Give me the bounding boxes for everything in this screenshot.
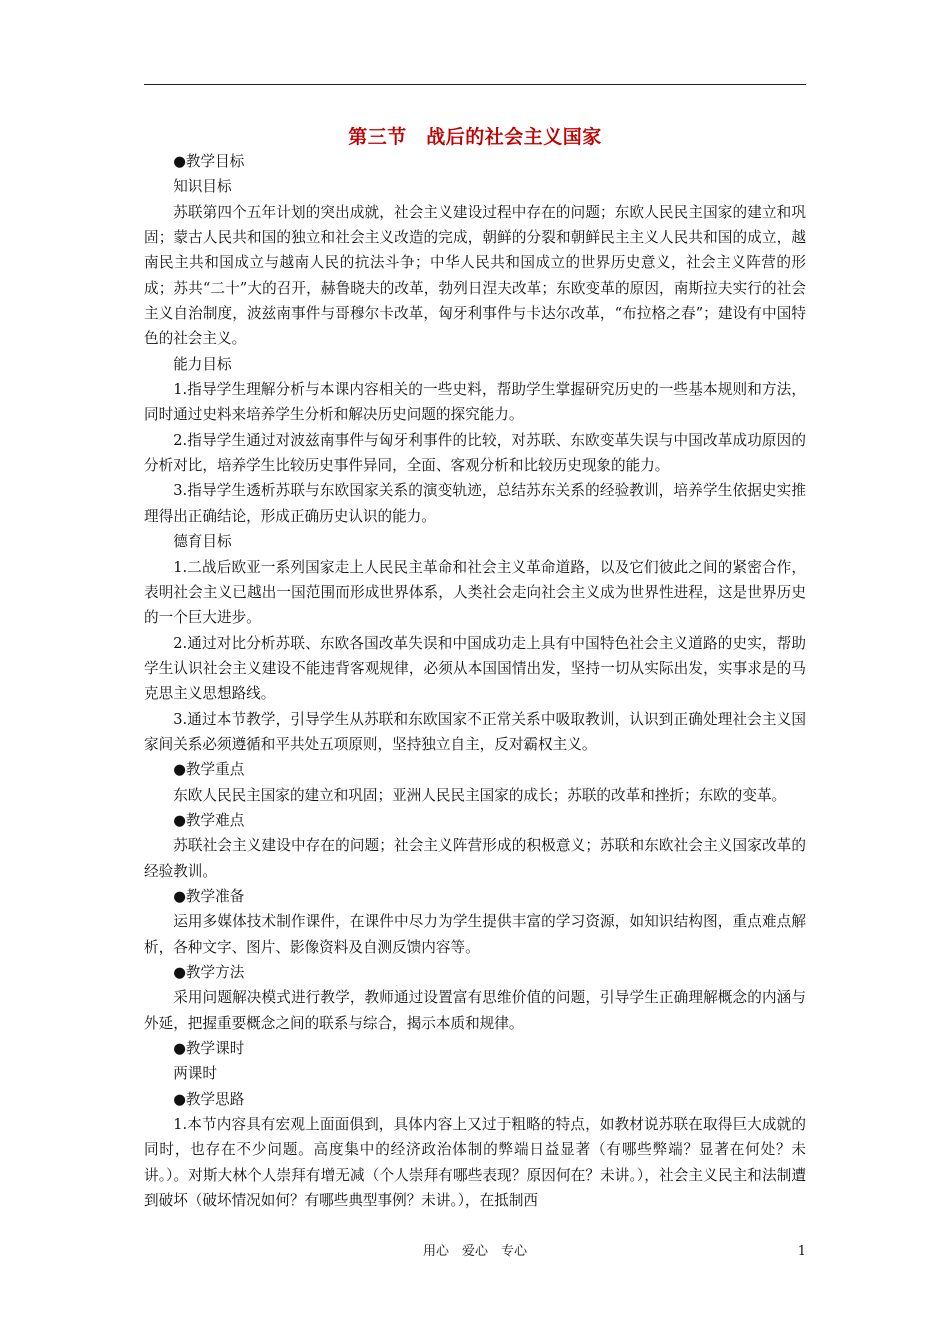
document-body bbox=[144, 149, 806, 1213]
header-rule bbox=[144, 84, 806, 85]
paragraph: 3.通过本节教学，引导学生从苏联和东欧国家不正常关系中吸取教训，认识到正确处理社会主义国家间关系必须遵循和平共处五项原则，坚持独立自主，反对霸权主义。 bbox=[144, 710, 806, 753]
heading-preparation: ●教学准备 bbox=[173, 887, 245, 905]
paragraph: 3.指导学生透析苏联与东欧国家关系的演变轨迹，总结苏东关系的经验教训，培养学生依据史实推理得出正确结论，形成正确历史认识的能力。 bbox=[144, 482, 806, 525]
footer-motto: 用心 爱心 专心 bbox=[422, 1244, 527, 1259]
heading-key-points: ●教学重点 bbox=[173, 761, 245, 779]
subheading-knowledge-goals: 知识目标 bbox=[173, 178, 232, 196]
heading-teaching-goals: ●教学目标 bbox=[173, 153, 245, 170]
heading-teaching-approach: ●教学思路 bbox=[173, 1090, 245, 1108]
paragraph: 2.指导学生通过对波兹南事件与匈牙利事件的比较，对苏联、东欧变革失误与中国改革成功原因的分析对比，培养学生比较历史事件异同，全面、客观分析和比较历史现象的能力。 bbox=[144, 431, 806, 475]
paragraph: 苏联社会主义建设中存在的问题；社会主义阵营形成的积极意义；苏联和东欧社会主义国家改革的经验教训。 bbox=[144, 837, 806, 880]
page-number: 1 bbox=[797, 1244, 806, 1259]
page-title: 第三节 战后的社会主义国家 bbox=[348, 126, 602, 148]
heading-difficult-points: ●教学难点 bbox=[173, 811, 245, 829]
paragraph: 运用多媒体技术制作课件，在课件中尽力为学生提供丰富的学习资源，如知识结构图，重点难点解析，各种文字、图片、影像资料及自测反馈内容等。 bbox=[144, 913, 806, 956]
paragraph: 东欧人民民主国家的建立和巩固；亚洲人民民主国家的成长；苏联的改革和挫折；东欧的变革。 bbox=[173, 786, 787, 804]
paragraph: 两课时 bbox=[173, 1065, 217, 1083]
subheading-ability-goals: 能力目标 bbox=[173, 355, 232, 373]
paragraph: 1.二战后欧亚一系列国家走上人民民主革命和社会主义革命道路，以及它们彼此之间的紧密合作，表明社会主义已越出一国范围而形成世界体系，人类社会走向社会主义成为世界性进程，这是世界历史的一个巨大进步。 bbox=[144, 558, 806, 627]
paragraph: 采用问题解决模式进行教学，教师通过设置富有思维价值的问题，引导学生正确理解概念的内涵与外延，把握重要概念之间的联系与综合，揭示本质和规律。 bbox=[144, 989, 806, 1032]
heading-method: ●教学方法 bbox=[173, 964, 245, 981]
paragraph: 苏联第四个五年计划的突出成就，社会主义建设过程中存在的问题；东欧人民民主国家的建立和巩固；蒙古人民共和国的独立和社会主义改造的完成，朝鲜的分裂和朝鲜民主主义人民共和国的成立，越南民主共和国成立与越南人民的抗法斗争；中华人民共和国成立的世界历史意义，社会主义阵营的形成；苏共“二十”大的召开，赫鲁晓夫的改革，勃列日涅夫改革；东欧变革的原因，南斯拉夫实行的社会主义自治制度，波兹南事件与哥穆尔卡改革，匈牙利事件与卡达尔改革，“布拉格之春”；建设有中国特色的社会主义。 bbox=[144, 203, 806, 348]
paragraph: 1.指导学生理解分析与本课内容相关的一些史料，帮助学生掌握研究历史的一些基本规则和方法，同时通过史料来培养学生分析和解决历史问题的探究能力。 bbox=[144, 381, 806, 424]
paragraph: 2.通过对比分析苏联、东欧各国改革失误和中国成功走上具有中国特色社会主义道路的史实，帮助学生认识社会主义建设不能违背客观规律，必须从本国国情出发，坚持一切从实际出发，实事求是的马克思主义思想路线。 bbox=[144, 634, 806, 703]
paragraph: 1.本节内容具有宏观上面面俱到，具体内容上又过于粗略的特点，如教材说苏联在取得巨大成就的同时，也存在不少问题。高度集中的经济政治体制的弊端日益显著（有哪些弊端？显著在何处？未讲。）。对斯大林个人崇拜有增无减（个人崇拜有哪些表现？原因何在？未讲。），社会主义民主和法制遭到破坏（破坏情况如何？有哪些典型事例？未讲。），在抵制西 bbox=[144, 1116, 806, 1210]
subheading-moral-goals: 德育目标 bbox=[173, 533, 232, 551]
heading-class-hours: ●教学课时 bbox=[173, 1040, 245, 1058]
